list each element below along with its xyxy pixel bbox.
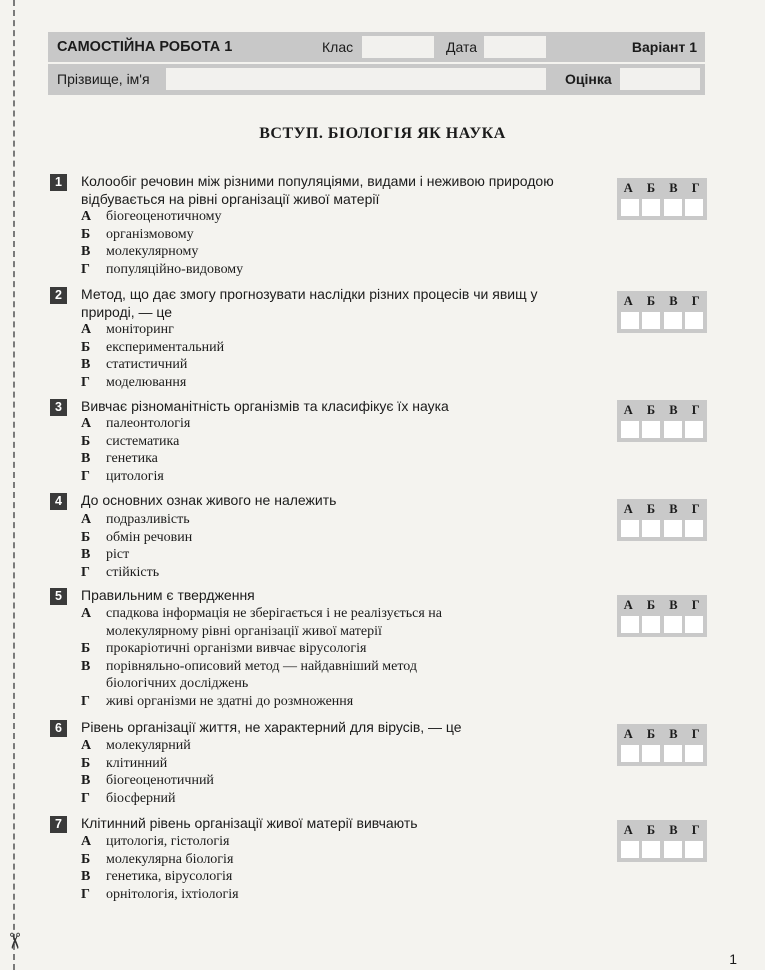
option-letter: Г [81,564,90,580]
answer-options [81,208,243,278]
option-letter: А [81,322,92,337]
option-letter: Г [81,886,90,902]
worksheet-title: САМОСТІЙНА РОБОТА 1 [57,39,233,55]
option-b [81,851,239,869]
option-text: молекулярна біологія [106,851,234,867]
option-a [81,208,243,226]
name-field[interactable] [166,68,546,90]
answer-grid [617,499,707,541]
option-text: молекулярний [106,738,191,753]
option-text-line: біологічних досліджень [106,676,249,691]
option-text: систематика [106,433,180,449]
grid-letter: А [623,727,634,741]
option-text: експериментальний [106,339,225,355]
question-text: До основних ознак живого не належить [81,492,337,508]
grid-letter: В [669,598,679,612]
grid-letter: Г [691,727,701,741]
answer-cell[interactable] [685,312,703,329]
option-text-line: порівняльно-описовий метод — найдавніший метод [106,658,417,674]
date-field[interactable] [484,36,546,58]
option-text: моніторинг [106,322,174,337]
grid-letter: В [669,823,679,837]
option-letter: В [81,357,91,372]
option-a [81,737,214,755]
option-d [81,374,224,392]
option-b [81,640,442,658]
answer-cell[interactable] [664,841,682,858]
answer-cell[interactable] [685,745,703,762]
question-text: Метод, що дає змогу прогнозувати наслідки різних процесів чи явищ у природі, — це [81,286,538,320]
question-text: Клітинний рівень організації живої матерії вивчають [81,815,418,831]
option-text: популяційно-видовому [106,261,244,277]
answer-grid-letters [617,403,707,418]
option-d [81,886,239,904]
option-c [81,356,224,374]
answer-cell[interactable] [664,421,682,438]
grid-letter: Б [646,727,656,741]
question-number: 3 [50,399,67,416]
answer-options [81,833,239,903]
option-text: генетика [106,451,158,466]
answer-cell[interactable] [685,199,703,216]
option-letter: В [81,244,91,259]
answer-grid-letters [617,727,707,742]
answer-cell[interactable] [664,520,682,537]
answer-cell[interactable] [642,421,660,438]
grid-letter: А [623,598,634,612]
question-text: Вивчає різноманітність організмів та класифікує їх наука [81,398,449,414]
answer-cell[interactable] [621,841,639,858]
option-letter: Б [81,641,91,656]
variant-label: Варіант 1 [631,39,697,55]
option-c [81,772,214,790]
question-number: 2 [50,287,67,304]
option-letter: Г [81,693,90,709]
answer-grid-letters [617,598,707,613]
question-number: 1 [50,174,67,191]
option-text: організмовому [106,226,194,242]
answer-cell[interactable] [642,841,660,858]
grid-letter: Г [691,823,701,837]
answer-cell[interactable] [621,421,639,438]
answer-cell[interactable] [664,312,682,329]
answer-cell[interactable] [642,616,660,633]
name-label: Прізвище, ім'я [57,71,150,87]
answer-options [81,511,192,581]
option-text: біосферний [106,790,176,806]
option-a [81,833,239,851]
answer-grid-letters [617,181,707,196]
option-text: біогеоценотичний [106,773,214,788]
option-letter: А [81,512,92,527]
option-text [106,658,417,693]
grid-letter: В [669,502,679,516]
grid-letter: В [669,403,679,417]
option-d [81,564,192,582]
grid-letter: Б [646,294,656,308]
answer-grid-letters [617,502,707,517]
option-b [81,226,243,244]
option-letter: Б [81,226,91,242]
answer-grid [617,724,707,766]
question-text: Рівень організації життя, не характерний для вірусів, — це [81,719,462,735]
answer-cell[interactable] [664,616,682,633]
option-letter: Г [81,790,90,806]
option-text: живі організми не здатні до розмноження [106,693,354,709]
answer-options [81,415,190,485]
answer-cell[interactable] [664,199,682,216]
answer-cell[interactable] [685,421,703,438]
answer-cell[interactable] [621,312,639,329]
option-letter: Б [81,851,91,867]
grid-letter: В [669,294,679,308]
option-text: стійкість [106,564,160,580]
option-b [81,433,190,451]
option-a [81,511,192,529]
option-letter: А [81,834,92,849]
grid-letter: А [623,823,634,837]
question-number: 5 [50,588,67,605]
option-c [81,868,239,886]
option-d [81,261,243,279]
answer-cell[interactable] [664,745,682,762]
option-a [81,605,442,640]
option-letter: А [81,738,92,753]
grid-letter: Г [691,294,701,308]
answer-options [81,321,224,391]
option-b [81,529,192,547]
grid-letter: А [623,502,634,516]
option-text: подразливість [106,512,190,527]
option-c [81,243,243,261]
answer-grid-letters [617,294,707,309]
header-row-top [48,32,705,64]
grid-letter: В [669,181,679,195]
option-text: цитологія, гістологія [106,834,230,849]
answer-cell[interactable] [621,745,639,762]
answer-cell[interactable] [642,745,660,762]
scissors-icon: ✂ [1,931,27,951]
answer-cell[interactable] [685,841,703,858]
class-label: Клас [322,39,354,55]
option-text: моделювання [106,374,187,390]
option-letter: Б [81,433,91,449]
option-letter: А [81,209,92,224]
option-c [81,658,442,693]
option-d [81,790,214,808]
option-text: прокаріотичні організми вивчає вірусологія [106,641,367,656]
answer-grid [617,820,707,862]
grid-letter: Б [646,181,656,195]
option-c [81,546,192,564]
option-text: статистичний [106,357,188,372]
question-number: 6 [50,720,67,737]
cut-line [13,0,15,970]
answer-cell[interactable] [642,312,660,329]
section-title: ВСТУП. БІОЛОГІЯ ЯК НАУКА [259,125,506,142]
option-letter: Г [81,468,90,484]
option-letter: Б [81,755,91,771]
option-a [81,415,190,433]
date-label: Дата [446,39,478,55]
worksheet-header [48,32,705,95]
answer-options [81,737,214,807]
answer-cell[interactable] [642,520,660,537]
option-a [81,321,224,339]
answer-options [81,605,442,710]
page-number: 1 [729,951,737,967]
option-text: цитологія [106,468,164,484]
option-b [81,755,214,773]
option-letter: А [81,416,92,431]
grade-label: Оцінка [565,71,612,87]
header-row-bottom [48,64,705,94]
option-d [81,468,190,486]
option-letter: Г [81,261,90,277]
question-text: Колообіг речовин між різними популяціями, видами і неживою природою відбувається на рівні організації живої матерії [81,173,554,207]
grid-letter: Б [646,403,656,417]
question-number: 4 [50,493,67,510]
option-text: генетика, вірусологія [106,869,233,884]
answer-cell[interactable] [621,520,639,537]
option-text [106,605,442,640]
answer-grid-letters [617,823,707,838]
option-letter: В [81,773,91,788]
option-text: біогеоценотичному [106,209,222,224]
grid-letter: А [623,181,634,195]
grid-letter: Б [646,823,656,837]
option-c [81,450,190,468]
option-text: палеонтологія [106,416,191,431]
question-number: 7 [50,816,67,833]
answer-cell[interactable] [621,616,639,633]
grid-letter: Г [691,502,701,516]
answer-grid [617,400,707,442]
option-letter: В [81,869,91,884]
answer-cell[interactable] [621,199,639,216]
option-letter: В [81,451,91,466]
answer-cell[interactable] [685,520,703,537]
grid-letter: Г [691,403,701,417]
grid-letter: А [623,294,634,308]
answer-grid [617,178,707,220]
option-text: орнітологія, іхтіологія [106,886,239,902]
option-text: молекулярному [106,244,199,259]
option-letter: Б [81,529,91,545]
answer-grid [617,291,707,333]
grid-letter: В [669,727,679,741]
option-letter: А [81,606,92,621]
class-field[interactable] [362,36,434,58]
option-letter: В [81,658,91,674]
option-text: клітинний [106,755,168,771]
grid-letter: Б [646,502,656,516]
option-text-line: спадкова інформація не зберігається і не реалізується на [106,606,443,621]
question-text: Правильним є твердження [81,587,255,603]
option-d [81,693,442,711]
grade-field[interactable] [620,68,700,90]
option-text: обмін речовин [106,529,193,545]
answer-cell[interactable] [685,616,703,633]
option-text: ріст [106,547,130,562]
option-letter: Б [81,339,91,355]
answer-cell[interactable] [642,199,660,216]
grid-letter: Г [691,181,701,195]
option-letter: В [81,547,91,562]
grid-letter: Б [646,598,656,612]
option-b [81,339,224,357]
grid-letter: Г [691,598,701,612]
answer-grid [617,595,707,637]
grid-letter: А [623,403,634,417]
option-letter: Г [81,374,90,390]
option-text-line: молекулярному рівні організації живої матерії [106,623,382,639]
